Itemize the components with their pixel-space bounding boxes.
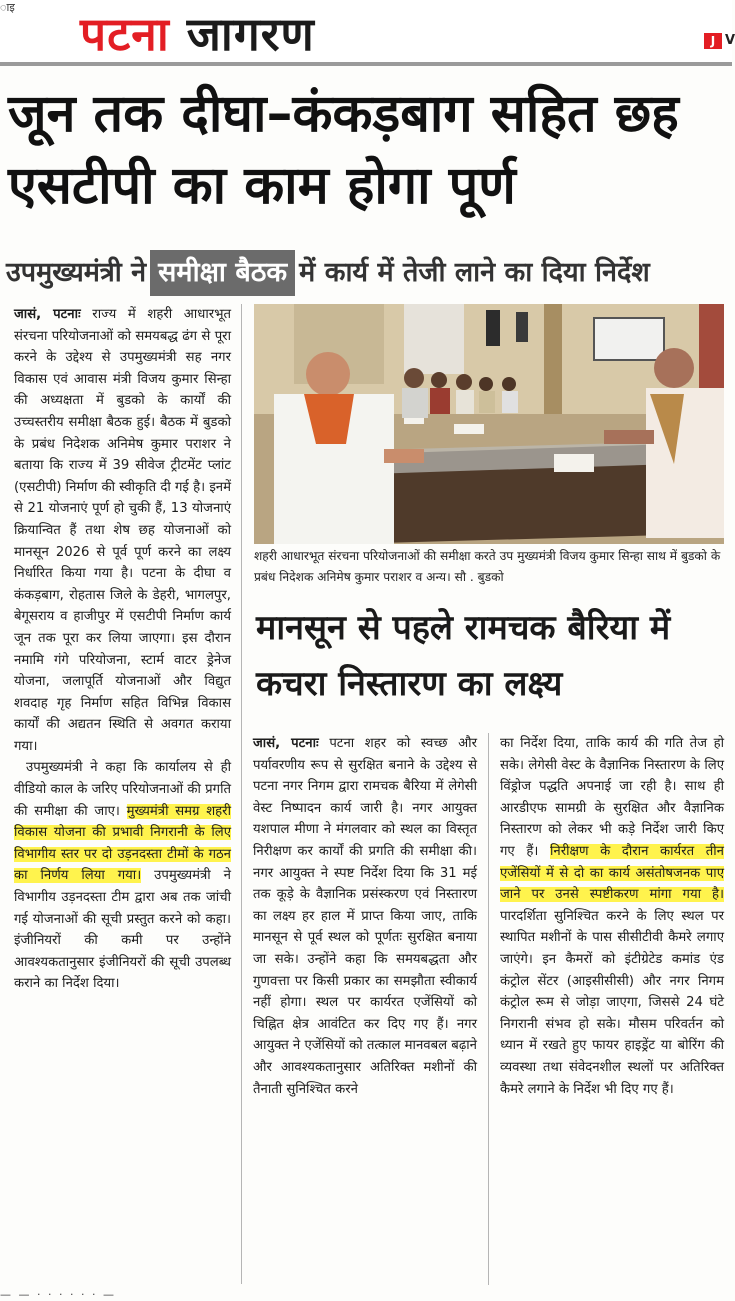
newspaper-nameplate [80, 2, 315, 64]
column-divider [241, 304, 242, 1284]
meeting-photo-illustration [254, 304, 724, 544]
photo-caption: शहरी आधारभूत संरचना परियोजनाओं की समीक्षा करते उप मुख्यमंत्री विजय कुमार सिन्हा साथ में बुडको के प्रबंध निदेशक अनिमेष कुमार पराशर व अन्य। सौ . बुडको [254, 549, 721, 584]
story2-body-b-end: पारदर्शिता सुनिश्चित करने के लिए स्थल पर स्थापित मशीनों के पास सीसीटीवी कैमरे लगाए जाएंगे। इन कैमरों को इंटीग्रेटेड कमांड एंड कंट्रोल सेंटर (आइसीसीसी) और नगर निगम कंट्रोल रूम से जोड़ा जाएगा, जिससे 24 घंटे निगरानी संभव हो सके। मौसम परिवर्तन को ध्यान में रखते हुए फायर हाइड्रेंट या बोरिंग की व्यवस्था तथा संवेदनशील स्थलों पर अतिरिक्त कैमरे लगाने के निर्देश भी दिए गए हैं। [500, 908, 724, 1097]
story2-paragraph-1 [253, 733, 477, 1100]
nameplate-brand: जागरण [186, 7, 315, 61]
story2-column-1 [253, 733, 477, 1285]
story2-body-a: पटना शहर को स्वच्छ और पर्यावरणीय रूप से सुरक्षित बनाने के उद्देश्य से पटना नगर निगम द्वारा रामचक बैरिया में लेगेसी वेस्ट निष्पादन कार्य जारी है। नगर आयुक्त यशपाल मीणा ने मंगलवार को स्थल का विस्तृत निरीक्षण कर कार्यों की प्रगति की समीक्षा की। नगर आयुक्त ने स्पष्ट निर्देश दिया कि 31 मई तक कूड़े के वैज्ञानिक प्रसंस्करण एवं निस्तारण का लक्ष्य हर हाल में प्राप्त किया जाए, ताकि मानसून से पूर्व स्थल को पूर्णतः सुरक्षित बनाया जा सके। उन्होंने कहा कि समयबद्धता और गुणवत्ता पर किसी प्रकार का समझौता स्वीकार्य नहीं होगा। स्थल पर कार्यरत एजेंसियों को चिह्नित क्षेत्र आवंटित कर दिए गए हैं। नगर आयुक्त ने एजेंसियों को तत्काल मानवबल बढ़ाने और आवश्यकतानुसार अतिरिक्त मशीनों की तैनाती सुनिश्चित करने [253, 736, 477, 1097]
story2-body-b-start: का निर्देश दिया, ताकि कार्य की गति तेज हो सके। लेगेसी वेस्ट के वैज्ञानिक निस्तारण के लिए विंड्रोज पद्धति अपनाई जा रही है। साथ ही आरडीएफ सामग्री के सुरक्षित और वैज्ञानिक निस्तारण को लेकर भी कड़े निर्देश जारी किए गए हैं। [500, 736, 724, 859]
story1-p2-end: उपमुख्यमंत्री ने विभागीय उड़नदस्ता टीम द्वारा अब तक जांची गई योजनाओं की सूची प्रस्तुत करने को कहा। इंजीनियरों की कमी पर उन्होंने आवश्यकतानुसार इंजीनियरों की सूची उपलब्ध कराने का निर्देश दिया। [14, 868, 231, 992]
masthead-next-fragment: V [725, 33, 735, 48]
story1-highlight: मुख्यमंत्री समग्र शहरी विकास योजना की प्रभावी निगरानी के लिए विभागीय स्तर पर दो उड़नदस्ता टीमों के गठन का निर्णय लिया गया। [14, 803, 231, 884]
story2-column-2 [500, 733, 724, 1285]
sub-headline [6, 250, 732, 296]
story1-column [14, 304, 231, 1284]
story1-paragraph-2 [14, 757, 231, 995]
story2-paragraph-2 [500, 733, 724, 1100]
subhead-chip: समीक्षा बैठक [150, 250, 295, 296]
jagran-logo-icon: J [704, 33, 722, 49]
main-headline: जून तक दीघा–कंकड़बाग सहित छह एसटीपी का काम होगा पूर्ण [8, 84, 679, 216]
story2-headline: मानसून से पहले रामचक बैरिया में कचरा निस्तारण का लक्ष्य [256, 608, 671, 704]
meeting-photo [254, 304, 724, 544]
nameplate-city: पटना [80, 7, 170, 61]
subhead-before: उपमुख्यमंत्री ने [6, 257, 147, 288]
masthead-rule [0, 62, 732, 66]
story1-p1-text: राज्य में शहरी आधारभूत संरचना परियोजनाओं को समयबद्ध ढंग से पूरा करने के उद्देश्य से उपमुख्यमंत्री सह नगर विकास एवं आवास मंत्री विजय कुमार सिन्हा की अध्यक्षता में बुडको के कार्यों की उच्चस्तरीय समीक्षा बैठक हुई। बैठक में बुडको के प्रबंध निदेशक अनिमेष कुमार पराशर ने बताया कि राज्य में 39 सीवेज ट्रीटमेंट प्लांट (एसटीपी) निर्माण की स्वीकृति दी गई है। इनमें से 21 योजनाएं पूर्ण हो चुकी हैं, 13 योजनाएं क्रियान्वित हैं तथा शेष छह योजनाओं को मानसून 2026 से पूर्व पूर्ण करने का लक्ष्य निर्धारित किया गया है। पटना के दीघा व कंकड़बाग, रोहतास जिले के डेहरी, भागलपुर, बेगूसराय व हाजीपुर में एसटीपी निर्माण कार्य जून तक पूरा कर लिया जाएगा। इस दौरान नमामि गंगे परियोजना, स्टार्म वाटर ड्रेनेज योजना, जलापूर्ति योजनाओं और विद्युत शवदाह गृह निर्माण सहित विभिन्न विकास कार्यों की अद्यतन स्थिति से अवगत कराया गया। [14, 307, 231, 754]
masthead-cut-text: ाइ [0, 1, 15, 14]
subhead-after: में कार्य में तेजी लाने का दिया निर्देश [299, 257, 650, 288]
next-page-fragment: — — · · · · · · — [0, 1288, 116, 1301]
column-divider [488, 733, 489, 1285]
story2-highlight: निरीक्षण के दौरान कार्यरत तीन एजेंसियों में से दो का कार्य असंतोषजनक पाए जाने पर उनसे स्पष्टीकरण मांगा गया है। [500, 843, 724, 903]
story1-byline: जासं, पटनाः [14, 307, 81, 322]
story1-p2-start: उपमुख्यमंत्री ने कहा कि कार्यालय से ही वीडियो काल के जरिए परियोजनाओं की प्रगति की समीक्षा की जाए। [14, 760, 231, 819]
story1-paragraph-1 [14, 304, 231, 757]
story2-byline: जासं, पटनाः [253, 736, 319, 751]
